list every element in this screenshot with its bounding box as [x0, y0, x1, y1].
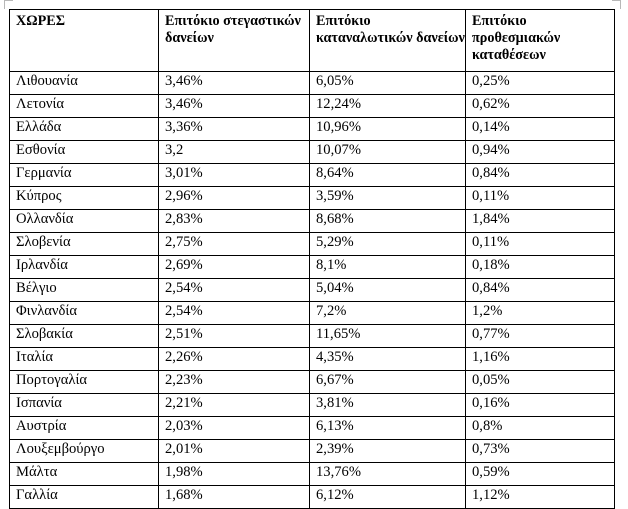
table-row — [10, 210, 615, 233]
deposit-rate-cell: 1,12% — [466, 486, 615, 509]
consumer-rate-cell: 3,81% — [310, 394, 466, 417]
page-corner-mark-right — [612, 0, 621, 9]
table-row — [10, 486, 615, 509]
header-mortgage-rate: Επιτόκιο στεγαστικών δανείων — [159, 10, 310, 72]
country-cell: Ισπανία — [10, 394, 159, 417]
mortgage-rate-cell: 2,69% — [159, 256, 310, 279]
table-row — [10, 348, 615, 371]
deposit-rate-cell: 0,84% — [466, 164, 615, 187]
deposit-rate-cell: 1,16% — [466, 348, 615, 371]
mortgage-rate-cell: 2,01% — [159, 440, 310, 463]
mortgage-rate-cell: 3,46% — [159, 95, 310, 118]
mortgage-rate-cell: 3,46% — [159, 72, 310, 95]
consumer-rate-cell: 10,07% — [310, 141, 466, 164]
interest-rates-table — [9, 9, 615, 509]
deposit-rate-cell: 0,16% — [466, 394, 615, 417]
table-header-row — [10, 10, 615, 72]
mortgage-rate-cell: 2,75% — [159, 233, 310, 256]
mortgage-rate-cell: 2,03% — [159, 417, 310, 440]
deposit-rate-cell: 0,84% — [466, 279, 615, 302]
deposit-rate-cell: 0,11% — [466, 187, 615, 210]
deposit-rate-cell: 1,2% — [466, 302, 615, 325]
country-cell: Λιθουανία — [10, 72, 159, 95]
table-row — [10, 72, 615, 95]
consumer-rate-cell: 2,39% — [310, 440, 466, 463]
consumer-rate-cell: 6,13% — [310, 417, 466, 440]
consumer-rate-cell: 4,35% — [310, 348, 466, 371]
table-row — [10, 440, 615, 463]
country-cell: Ιρλανδία — [10, 256, 159, 279]
consumer-rate-cell: 8,1% — [310, 256, 466, 279]
mortgage-rate-cell: 1,68% — [159, 486, 310, 509]
country-cell: Λουξεμβούργο — [10, 440, 159, 463]
mortgage-rate-cell: 2,51% — [159, 325, 310, 348]
page-corner-mark-left — [4, 0, 13, 9]
header-countries: ΧΩΡΕΣ — [10, 10, 159, 72]
consumer-rate-cell: 3,59% — [310, 187, 466, 210]
deposit-rate-cell: 0,14% — [466, 118, 615, 141]
table-row — [10, 141, 615, 164]
consumer-rate-cell: 6,12% — [310, 486, 466, 509]
deposit-rate-cell: 0,94% — [466, 141, 615, 164]
country-cell: Γαλλία — [10, 486, 159, 509]
consumer-rate-cell: 6,67% — [310, 371, 466, 394]
country-cell: Βέλγιο — [10, 279, 159, 302]
mortgage-rate-cell: 3,01% — [159, 164, 310, 187]
header-term-deposit-rate: Επιτόκιο προθεσμιακών καταθέσεων — [466, 10, 615, 72]
consumer-rate-cell: 8,64% — [310, 164, 466, 187]
consumer-rate-cell: 8,68% — [310, 210, 466, 233]
deposit-rate-cell: 0,73% — [466, 440, 615, 463]
deposit-rate-cell: 0,77% — [466, 325, 615, 348]
mortgage-rate-cell: 2,54% — [159, 302, 310, 325]
consumer-rate-cell: 5,29% — [310, 233, 466, 256]
table-row — [10, 118, 615, 141]
deposit-rate-cell: 0,11% — [466, 233, 615, 256]
consumer-rate-cell: 10,96% — [310, 118, 466, 141]
deposit-rate-cell: 0,59% — [466, 463, 615, 486]
mortgage-rate-cell: 2,23% — [159, 371, 310, 394]
deposit-rate-cell: 0,05% — [466, 371, 615, 394]
consumer-rate-cell: 5,04% — [310, 279, 466, 302]
table-row — [10, 187, 615, 210]
table-row — [10, 233, 615, 256]
consumer-rate-cell: 13,76% — [310, 463, 466, 486]
consumer-rate-cell: 6,05% — [310, 72, 466, 95]
table-row — [10, 417, 615, 440]
mortgage-rate-cell: 1,98% — [159, 463, 310, 486]
mortgage-rate-cell: 3,2 — [159, 141, 310, 164]
deposit-rate-cell: 0,8% — [466, 417, 615, 440]
country-cell: Φινλανδία — [10, 302, 159, 325]
table-row — [10, 371, 615, 394]
deposit-rate-cell: 0,18% — [466, 256, 615, 279]
mortgage-rate-cell: 2,96% — [159, 187, 310, 210]
mortgage-rate-cell: 2,21% — [159, 394, 310, 417]
table-row — [10, 95, 615, 118]
table-row — [10, 256, 615, 279]
mortgage-rate-cell: 2,26% — [159, 348, 310, 371]
header-consumer-loan-rate: Επιτόκιο καταναλωτικών δανείων — [310, 10, 466, 72]
table-row — [10, 302, 615, 325]
table-row — [10, 325, 615, 348]
country-cell: Σλοβενία — [10, 233, 159, 256]
country-cell: Κύπρος — [10, 187, 159, 210]
consumer-rate-cell: 12,24% — [310, 95, 466, 118]
deposit-rate-cell: 0,62% — [466, 95, 615, 118]
mortgage-rate-cell: 2,83% — [159, 210, 310, 233]
country-cell: Μάλτα — [10, 463, 159, 486]
mortgage-rate-cell: 3,36% — [159, 118, 310, 141]
country-cell: Ιταλία — [10, 348, 159, 371]
table-row — [10, 394, 615, 417]
country-cell: Εσθονία — [10, 141, 159, 164]
country-cell: Σλοβακία — [10, 325, 159, 348]
deposit-rate-cell: 1,84% — [466, 210, 615, 233]
deposit-rate-cell: 0,25% — [466, 72, 615, 95]
country-cell: Ολλανδία — [10, 210, 159, 233]
table-row — [10, 463, 615, 486]
table-row — [10, 279, 615, 302]
table-body — [10, 72, 615, 509]
country-cell: Λετονία — [10, 95, 159, 118]
country-cell: Ελλάδα — [10, 118, 159, 141]
country-cell: Πορτογαλία — [10, 371, 159, 394]
consumer-rate-cell: 11,65% — [310, 325, 466, 348]
mortgage-rate-cell: 2,54% — [159, 279, 310, 302]
consumer-rate-cell: 7,2% — [310, 302, 466, 325]
country-cell: Αυστρία — [10, 417, 159, 440]
country-cell: Γερμανία — [10, 164, 159, 187]
table-row — [10, 164, 615, 187]
